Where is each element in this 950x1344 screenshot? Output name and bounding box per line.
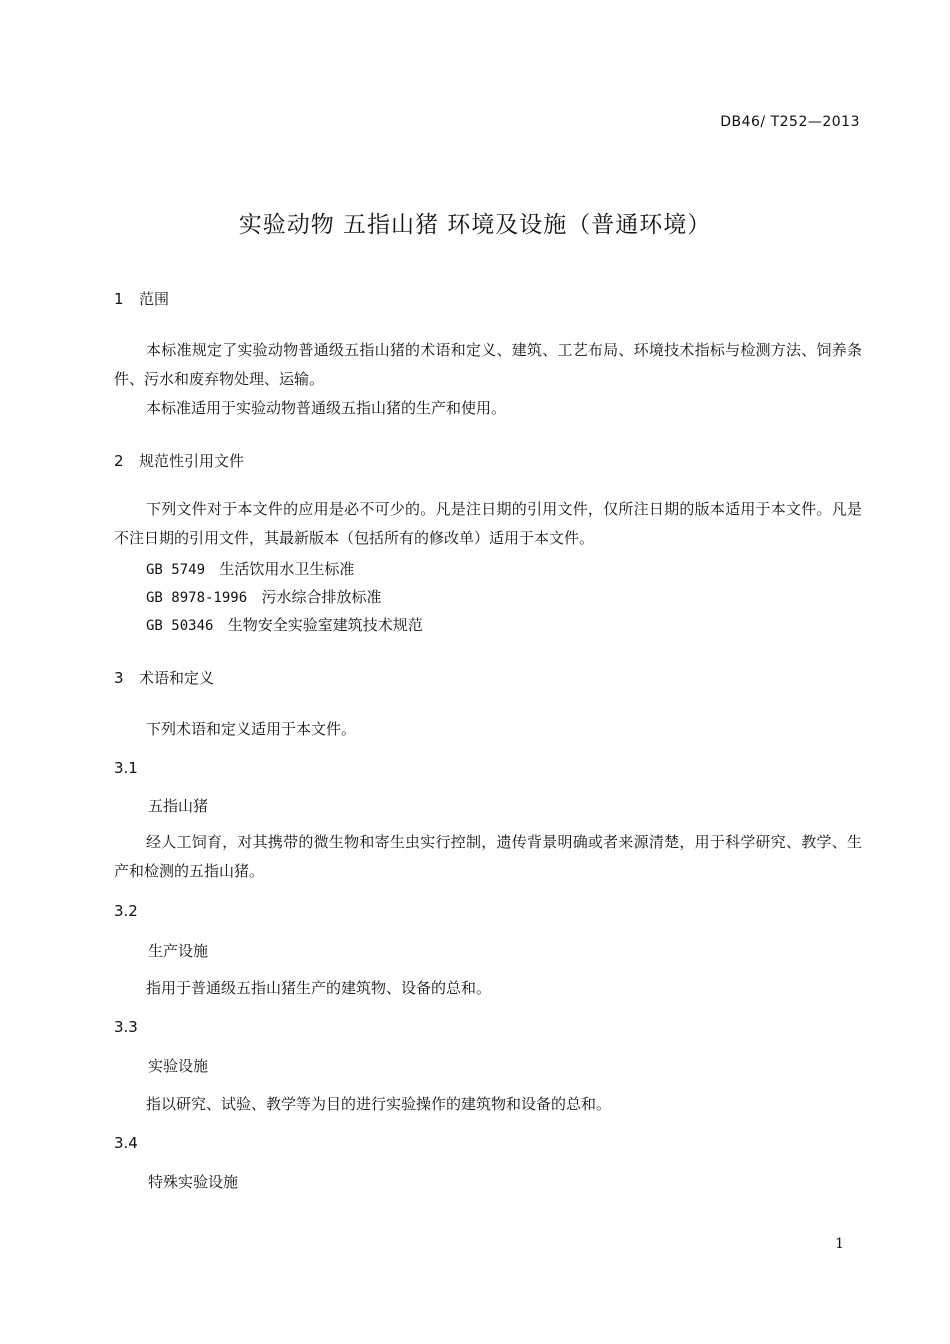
- reference-item: [146, 558, 354, 579]
- term-definition: 指用于普通级五指山猪生产的建筑物、设备的总和。: [146, 979, 492, 997]
- reference-name: 污水综合排放标准: [261, 588, 382, 606]
- reference-item: [146, 586, 381, 607]
- scope-paragraph-2: 本标准适用于实验动物普通级五指山猪的生产和使用。: [146, 399, 507, 417]
- term-name: 实验设施: [148, 1057, 209, 1075]
- term-number: 3.4: [114, 1134, 138, 1152]
- reference-code: GB 50346: [146, 618, 214, 634]
- section-number: 1: [114, 290, 124, 308]
- normative-paragraph: 下列文件对于本文件的应用是必不可少的。凡是注日期的引用文件，仅所注日期的版本适用于本文件。凡是不注日期的引用文件，其最新版本（包括所有的修改单）适用于本文件。: [114, 500, 862, 547]
- term-name: 五指山猪: [148, 797, 209, 815]
- reference-name: 生活饮用水卫生标准: [219, 560, 355, 578]
- term-definition: 指以研究、试验、教学等为目的进行实验操作的建筑物和设备的总和。: [146, 1095, 612, 1113]
- reference-name: 生物安全实验室建筑技术规范: [227, 616, 423, 634]
- reference-item: [146, 614, 423, 635]
- scope-paragraph-1: 本标准规定了实验动物普通级五指山猪的术语和定义、建筑、工艺布局、环境技术指标与检测方法、饲养条件、污水和废弃物处理、运输。: [114, 341, 862, 388]
- document-title: 实验动物 五指山猪 环境及设施（普通环境）: [238, 212, 712, 238]
- reference-code: GB 5749: [146, 562, 206, 578]
- section-2-heading: [114, 450, 244, 471]
- section-number: 3: [114, 669, 124, 687]
- term-number: 3.3: [114, 1018, 138, 1036]
- section-1-heading: [114, 288, 169, 309]
- page-number: 1: [835, 1236, 844, 1252]
- term-name: 生产设施: [148, 942, 209, 960]
- term-number: 3.1: [114, 759, 138, 777]
- section-number: 2: [114, 452, 124, 470]
- term-name: 特殊实验设施: [148, 1173, 239, 1191]
- terms-intro: 下列术语和定义适用于本文件。: [146, 720, 357, 738]
- section-title: 范围: [139, 290, 170, 308]
- section-3-heading: [114, 667, 214, 688]
- reference-code: GB 8978-1996: [146, 590, 248, 606]
- term-number: 3.2: [114, 902, 138, 920]
- term-definition: 经人工饲育，对其携带的微生物和寄生虫实行控制，遗传背景明确或者来源清楚，用于科学研究、教学、生产和检测的五指山猪。: [114, 833, 862, 880]
- section-title: 规范性引用文件: [139, 452, 245, 470]
- doc-code: DB46/ T252—2013: [720, 114, 860, 130]
- section-title: 术语和定义: [139, 669, 215, 687]
